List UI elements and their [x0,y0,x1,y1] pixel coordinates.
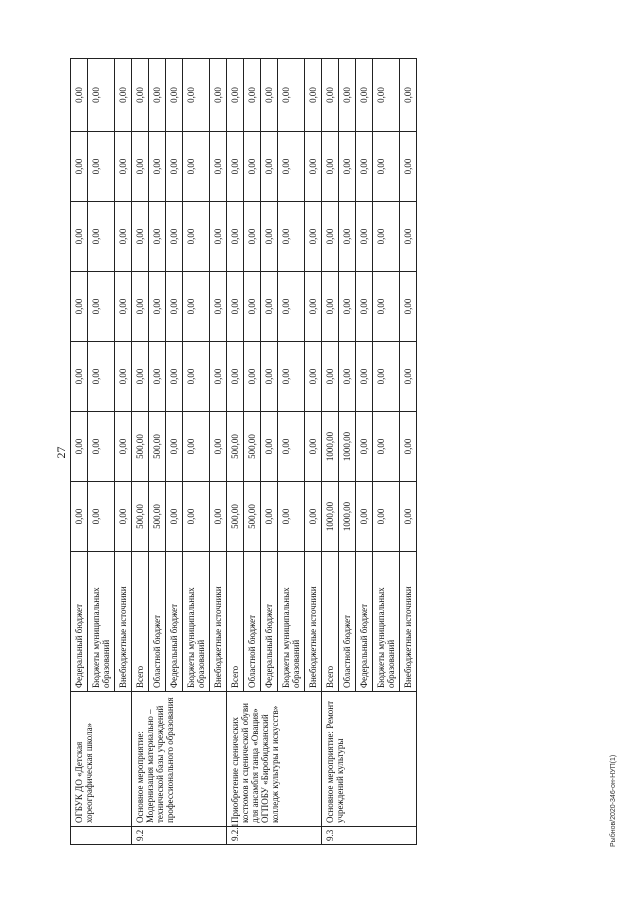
funding-source: Бюджеты муниципальных образований [88,552,115,692]
amount-cell: 0,00 [339,59,356,132]
amount-cell: 0,00 [261,272,278,342]
item-number [71,827,132,845]
amount-cell: 1000,00 [322,412,339,482]
funding-source: Бюджеты муниципальных образований [373,552,400,692]
amount-cell: 0,00 [71,202,88,272]
amount-cell: 0,00 [149,59,166,132]
amount-cell: 0,00 [115,132,132,202]
item-number: 9.2.1 [227,827,322,845]
amount-cell: 0,00 [210,412,227,482]
amount-cell: 0,00 [88,342,115,412]
amount-cell: 0,00 [88,412,115,482]
amount-cell: 0,00 [227,272,244,342]
amount-cell: 0,00 [278,272,305,342]
amount-cell: 0,00 [132,202,149,272]
amount-cell: 0,00 [356,272,373,342]
amount-cell: 0,00 [71,59,88,132]
funding-source: Федеральный бюджет [166,552,183,692]
funding-source: Федеральный бюджет [71,552,88,692]
amount-cell: 0,00 [339,202,356,272]
amount-cell: 0,00 [227,59,244,132]
amount-cell: 0,00 [339,342,356,412]
funding-source: Внебюджетные источники [305,552,322,692]
funding-source: Всего [227,552,244,692]
amount-cell: 0,00 [183,482,210,552]
amount-cell: 0,00 [183,412,210,482]
amount-cell: 1000,00 [322,482,339,552]
page-number: 27 [54,446,68,459]
amount-cell: 0,00 [261,412,278,482]
amount-cell: 0,00 [210,272,227,342]
footer-stamp: Рыбнов/2020-346-он-НУП(1) [610,754,617,847]
amount-cell: 0,00 [305,132,322,202]
amount-cell: 0,00 [261,132,278,202]
amount-cell: 500,00 [149,412,166,482]
amount-cell: 0,00 [356,412,373,482]
amount-cell: 0,00 [339,132,356,202]
amount-cell: 0,00 [210,342,227,412]
amount-cell: 0,00 [71,132,88,202]
amount-cell: 0,00 [356,59,373,132]
amount-cell: 0,00 [356,132,373,202]
amount-cell: 0,00 [166,342,183,412]
amount-cell: 0,00 [400,202,417,272]
amount-cell: 0,00 [305,342,322,412]
amount-cell: 0,00 [210,202,227,272]
funding-source: Областной бюджет [149,552,166,692]
amount-cell: 0,00 [356,482,373,552]
item-name: Приобретение сценических костюмов и сценической обуви для ансамбля танца «Овация» ОГПОБУ «Биробиджанский колледж культуры и искусств» [227,692,322,827]
amount-cell: 0,00 [278,412,305,482]
amount-cell: 0,00 [261,202,278,272]
amount-cell: 0,00 [183,59,210,132]
funding-source: Областной бюджет [244,552,261,692]
amount-cell: 0,00 [322,272,339,342]
amount-cell: 0,00 [71,482,88,552]
amount-cell: 0,00 [183,342,210,412]
amount-cell: 500,00 [132,412,149,482]
funding-source: Внебюджетные источники [400,552,417,692]
amount-cell: 0,00 [322,59,339,132]
amount-cell: 0,00 [210,132,227,202]
amount-cell: 0,00 [227,132,244,202]
amount-cell: 0,00 [278,202,305,272]
table-row [322,59,339,845]
amount-cell: 0,00 [339,272,356,342]
amount-cell: 0,00 [115,272,132,342]
amount-cell: 0,00 [373,412,400,482]
amount-cell: 500,00 [132,482,149,552]
funding-source: Федеральный бюджет [261,552,278,692]
item-name: ОГБУК ДО «Детская хореографическая школа» [71,692,132,827]
amount-cell: 0,00 [115,482,132,552]
amount-cell: 0,00 [373,59,400,132]
amount-cell: 0,00 [278,342,305,412]
amount-cell: 0,00 [115,412,132,482]
amount-cell: 500,00 [244,482,261,552]
amount-cell: 0,00 [166,272,183,342]
item-number: 9.2 [132,827,227,845]
table-row [71,59,88,845]
funding-source: Внебюджетные источники [210,552,227,692]
amount-cell: 0,00 [305,412,322,482]
amount-cell: 0,00 [227,342,244,412]
amount-cell: 500,00 [244,412,261,482]
amount-cell: 0,00 [88,272,115,342]
amount-cell: 0,00 [261,342,278,412]
amount-cell: 0,00 [322,342,339,412]
amount-cell: 0,00 [356,342,373,412]
amount-cell: 0,00 [132,342,149,412]
amount-cell: 0,00 [400,482,417,552]
funding-source: Всего [132,552,149,692]
table-row [227,59,244,845]
amount-cell: 0,00 [149,132,166,202]
funding-source: Федеральный бюджет [356,552,373,692]
amount-cell: 0,00 [322,132,339,202]
amount-cell: 1000,00 [339,412,356,482]
amount-cell: 0,00 [322,202,339,272]
amount-cell: 0,00 [373,272,400,342]
amount-cell: 0,00 [400,412,417,482]
amount-cell: 0,00 [71,342,88,412]
amount-cell: 0,00 [115,59,132,132]
amount-cell: 0,00 [166,132,183,202]
amount-cell: 0,00 [149,272,166,342]
funding-source: Бюджеты муниципальных образований [278,552,305,692]
item-name: Основное мероприятие: Ремонт учреждений культуры [322,692,417,827]
amount-cell: 0,00 [305,272,322,342]
amount-cell: 0,00 [261,59,278,132]
amount-cell: 0,00 [132,59,149,132]
amount-cell: 0,00 [210,59,227,132]
amount-cell: 0,00 [149,202,166,272]
amount-cell: 500,00 [149,482,166,552]
amount-cell: 0,00 [278,482,305,552]
amount-cell: 0,00 [278,59,305,132]
funding-source: Всего [322,552,339,692]
amount-cell: 0,00 [88,132,115,202]
amount-cell: 1000,00 [339,482,356,552]
amount-cell: 0,00 [132,272,149,342]
amount-cell: 500,00 [227,412,244,482]
amount-cell: 0,00 [115,342,132,412]
table-row [132,59,149,845]
amount-cell: 0,00 [400,272,417,342]
amount-cell: 0,00 [149,342,166,412]
amount-cell: 0,00 [305,59,322,132]
amount-cell: 0,00 [244,342,261,412]
amount-cell: 0,00 [373,342,400,412]
amount-cell: 0,00 [166,202,183,272]
amount-cell: 0,00 [244,272,261,342]
amount-cell: 0,00 [183,202,210,272]
amount-cell: 0,00 [278,132,305,202]
amount-cell: 0,00 [373,482,400,552]
amount-cell: 0,00 [244,202,261,272]
amount-cell: 0,00 [227,202,244,272]
amount-cell: 0,00 [305,482,322,552]
amount-cell: 0,00 [88,482,115,552]
funding-source: Бюджеты муниципальных образований [183,552,210,692]
amount-cell: 0,00 [166,412,183,482]
amount-cell: 0,00 [132,132,149,202]
amount-cell: 0,00 [183,272,210,342]
funding-source: Внебюджетные источники [115,552,132,692]
amount-cell: 0,00 [115,202,132,272]
amount-cell: 0,00 [373,132,400,202]
amount-cell: 0,00 [166,59,183,132]
amount-cell: 0,00 [305,202,322,272]
amount-cell: 0,00 [210,482,227,552]
budget-table [70,58,417,845]
amount-cell: 0,00 [71,412,88,482]
amount-cell: 0,00 [244,132,261,202]
amount-cell: 0,00 [183,132,210,202]
amount-cell: 0,00 [373,202,400,272]
amount-cell: 0,00 [261,482,278,552]
item-name: Основное мероприятие: Модернизация материально – технической базы учреждений профессионального образования [132,692,227,827]
amount-cell: 0,00 [400,132,417,202]
amount-cell: 0,00 [71,272,88,342]
funding-source: Областной бюджет [339,552,356,692]
amount-cell: 0,00 [356,202,373,272]
amount-cell: 0,00 [88,202,115,272]
budget-table-body [71,59,417,845]
amount-cell: 500,00 [227,482,244,552]
amount-cell: 0,00 [244,59,261,132]
amount-cell: 0,00 [400,342,417,412]
amount-cell: 0,00 [88,59,115,132]
amount-cell: 0,00 [166,482,183,552]
item-number: 9.3 [322,827,417,845]
amount-cell: 0,00 [400,59,417,132]
